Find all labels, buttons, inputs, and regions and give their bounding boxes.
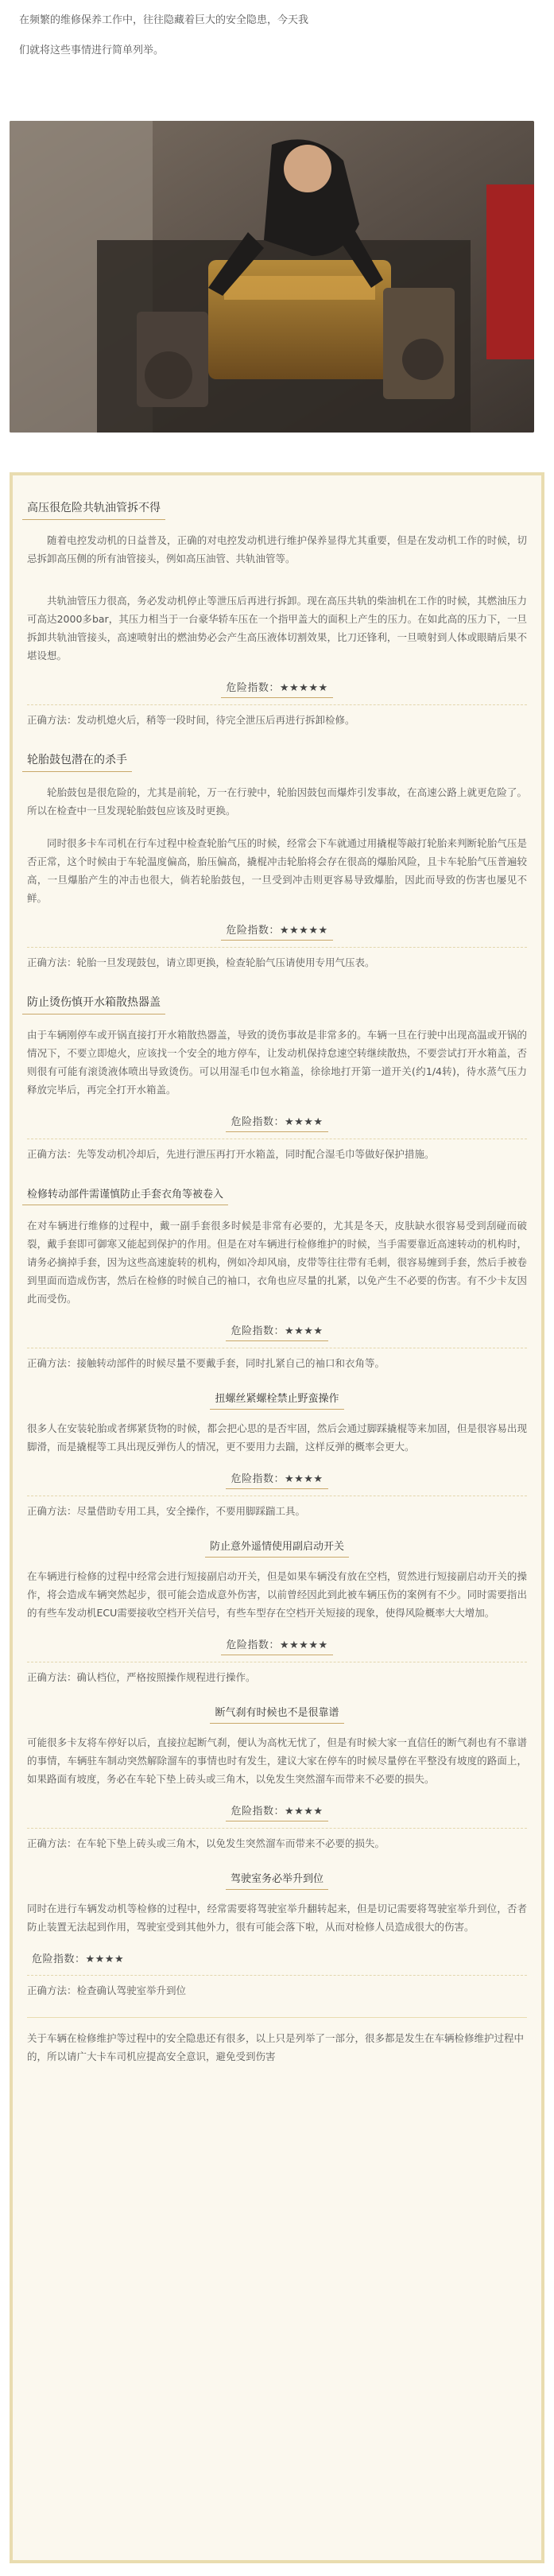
section-paragraph: 在对车辆进行维修的过程中，戴一副手套很多时候是非常有必要的，尤其是冬天，皮肤缺水很容易受到刮碰而破裂，戴手套即可御寒又能起到保护的作用。但是在对车辆进行检修维护的时候，当手需要靠近高速转动的机构时，请务必摘掉手套，因为这些高速旋转的机构，例如冷却风扇，皮带等往往带有毛刺，很容易缠到手套，然后手被卷到里面而造成伤害，然后在检修的时候自己的袖口，衣角也应尽量的扎紧，以免产生不必要的伤害。有不少卡友因此而受伤。: [27, 1220, 527, 1305]
section-paragraph: 随着电控发动机的日益普及，正确的对电控发动机进行维护保养显得尤其重要，但是在发动机工作的时候，切忌拆卸高压侧的所有油管接头，例如高压油管、共轨油管等。: [27, 534, 527, 564]
correct-method: 正确方法：轮胎一旦发现鼓包，请立即更换，检查轮胎气压请使用专用气压表。: [27, 947, 527, 972]
section-title: 检修转动部件需谨慎防止手套衣角等被卷入: [22, 1184, 228, 1205]
section-paragraph: 由于车辆刚停车或开锅直接打开水箱散热器盖，导致的烫伤事故是非常多的。车辆一旦在行驶中出现高温或开锅的情况下，不要立即熄火，应该找一个安全的地方停车，让发动机保持怠速空转继续散热，不要尝试打开水箱盖，否则很有可能有滚烫液体喷出导致烫伤。可以用湿毛巾包水箱盖，徐徐地打开第一道开关(约1/4转)，待水蒸气压力释放完毕后，再完全打开水箱盖。: [27, 1029, 527, 1096]
danger-rating: 危险指数：★★★★: [32, 1953, 125, 1965]
section-title: 断气刹有时候也不是很靠谱: [210, 1702, 343, 1724]
correct-method: 正确方法：发动机熄火后，稍等一段时间，待完全泄压后再进行拆卸检修。: [27, 704, 527, 729]
intro: [19, 11, 536, 72]
section-title: 防止意外遥情使用副启动开关: [205, 1536, 349, 1558]
danger-rating: 危险指数：★★★★★: [221, 679, 332, 698]
intro-line-2: 们就将这些事情进行简单列举。: [19, 45, 165, 56]
section-title: 轮胎鼓包潜在的杀手: [22, 750, 132, 772]
section-paragraph: 可能很多卡友将车停好以后，直接拉起断气刹，便认为高枕无忧了，但是有时候大家一直信任的断气刹也有不靠谱的事情，车辆驻车制动突然解除溜车的事情也时有发生，建议大家在停车的时候尽量停在平整没有坡度的路面上，如果路面有坡度，务必在车轮下垫上砖头或三角木，以免发生突然溜车而带来不必要的损失。: [27, 1736, 527, 1785]
closing-paragraph: 关于车辆在检修维护等过程中的安全隐患还有很多，以上只是列举了一部分，很多都是发生在车辆检修维护过程中的，所以请广大卡车司机应提高安全意识，避免受到伤害: [27, 2017, 527, 2066]
danger-rating: 危险指数：★★★★★: [221, 921, 332, 941]
section-title: 防止烫伤慎开水箱散热器盖: [22, 992, 165, 1014]
section-title: 驾驶室务必举升到位: [226, 1868, 328, 1890]
correct-method: 正确方法：在车轮下垫上砖头或三角木，以免发生突然溜车而带来不必要的损失。: [27, 1828, 527, 1852]
danger-rating: 危险指数：★★★★★: [221, 1636, 332, 1655]
section-paragraph: 共轨油管压力很高，务必发动机停止等泄压后再进行拆卸。现在高压共轨的柴油机在工作的时候，其燃油压力可高达2000多bar，其压力相当于一台豪华轿车压在一个指甲盖大的面积上产生的压力。在如此高的压力下，一旦拆卸共轨油管接头，高速喷射出的燃油势必会产生高压液体切割效果，比刀还锋利，一旦喷射到人体或眼睛后果不堪设想。: [27, 595, 527, 661]
correct-method: 正确方法：接触转动部件的时候尽量不要戴手套，同时扎紧自己的袖口和衣角等。: [27, 1348, 527, 1372]
section-paragraph: 同时在进行车辆发动机等检修的过程中，经常需要将驾驶室举升翻转起来，但是切记需要将驾驶室举升到位，否者防止装置无法起到作用，驾驶室受到其他外力，很有可能会落下啦，从而对检修人员造成很大的伤害。: [27, 1903, 527, 1933]
danger-rating: 危险指数：★★★★: [226, 1322, 327, 1341]
correct-method: 正确方法：先等发动机冷却后，先进行泄压再打开水箱盖，同时配合湿毛巾等做好保护措施。: [27, 1139, 527, 1163]
hero-image: [10, 121, 534, 433]
correct-method: 正确方法：尽量借助专用工具，安全操作，不要用脚踩踹工具。: [27, 1496, 527, 1520]
correct-method: 正确方法：检查确认驾驶室举升到位: [27, 1975, 527, 2000]
section-title: 高压很危险共轨油管拆不得: [22, 498, 165, 520]
danger-rating: 危险指数：★★★★: [226, 1470, 327, 1489]
section-paragraph: 在车辆进行检修的过程中经常会进行短接副启动开关，但是如果车辆没有放在空档，贸然进行短接副启动开关的操作，将会造成车辆突然起步，很可能会造成意外伤害，以前曾经因此到此被车辆压伤的案例有不少。同时需要指出的有些车发动机ECU需要接收空档开关信号，有些车型存在空档开关短接的现象，使得风险概率大大增加。: [27, 1570, 527, 1619]
danger-rating: 危险指数：★★★★: [226, 1802, 327, 1821]
intro-line-1: 在频繁的维修保养工作中，往往隐藏着巨大的安全隐患，今天我: [19, 14, 309, 26]
section-title: 扭螺丝紧螺栓禁止野蛮操作: [210, 1388, 343, 1410]
section-paragraph: 很多人在安装轮胎或者绑紧货物的时候，都会把心思的是否牢固，然后会通过脚踩撬棍等来加固，但是很容易出现脚滑，而是撬棍等工具出现反弹伤人的情况，更不要用力去踹，这样反弹的概率会更大。: [27, 1422, 527, 1453]
danger-rating: 危险指数：★★★★: [226, 1113, 327, 1132]
safety-tips-card: [10, 472, 544, 2563]
mechanic-engine-photo: [10, 121, 534, 433]
section-paragraph: 轮胎鼓包是很危险的，尤其是前轮，万一在行驶中，轮胎因鼓包而爆炸引发事故，在高速公路上就更危险了。所以在检查中一旦发现轮胎鼓包应该及时更换。: [27, 786, 527, 817]
section-paragraph: 同时很多卡车司机在行车过程中检查轮胎气压的时候，经常会下车就通过用撬棍等敲打轮胎来判断轮胎气压是否正常，这个时候由于车轮温度偏高，胎压偏高，撬棍冲击轮胎将会存在很高的爆胎风险，且卡车轮胎气压普遍较高，一旦爆胎产生的冲击也很大，倘若轮胎鼓包，一旦受到冲击则更容易导致爆胎，因此而导致的伤害也屡见不鲜。: [27, 837, 527, 904]
correct-method: 正确方法：确认档位，严格按照操作规程进行操作。: [27, 1662, 527, 1686]
